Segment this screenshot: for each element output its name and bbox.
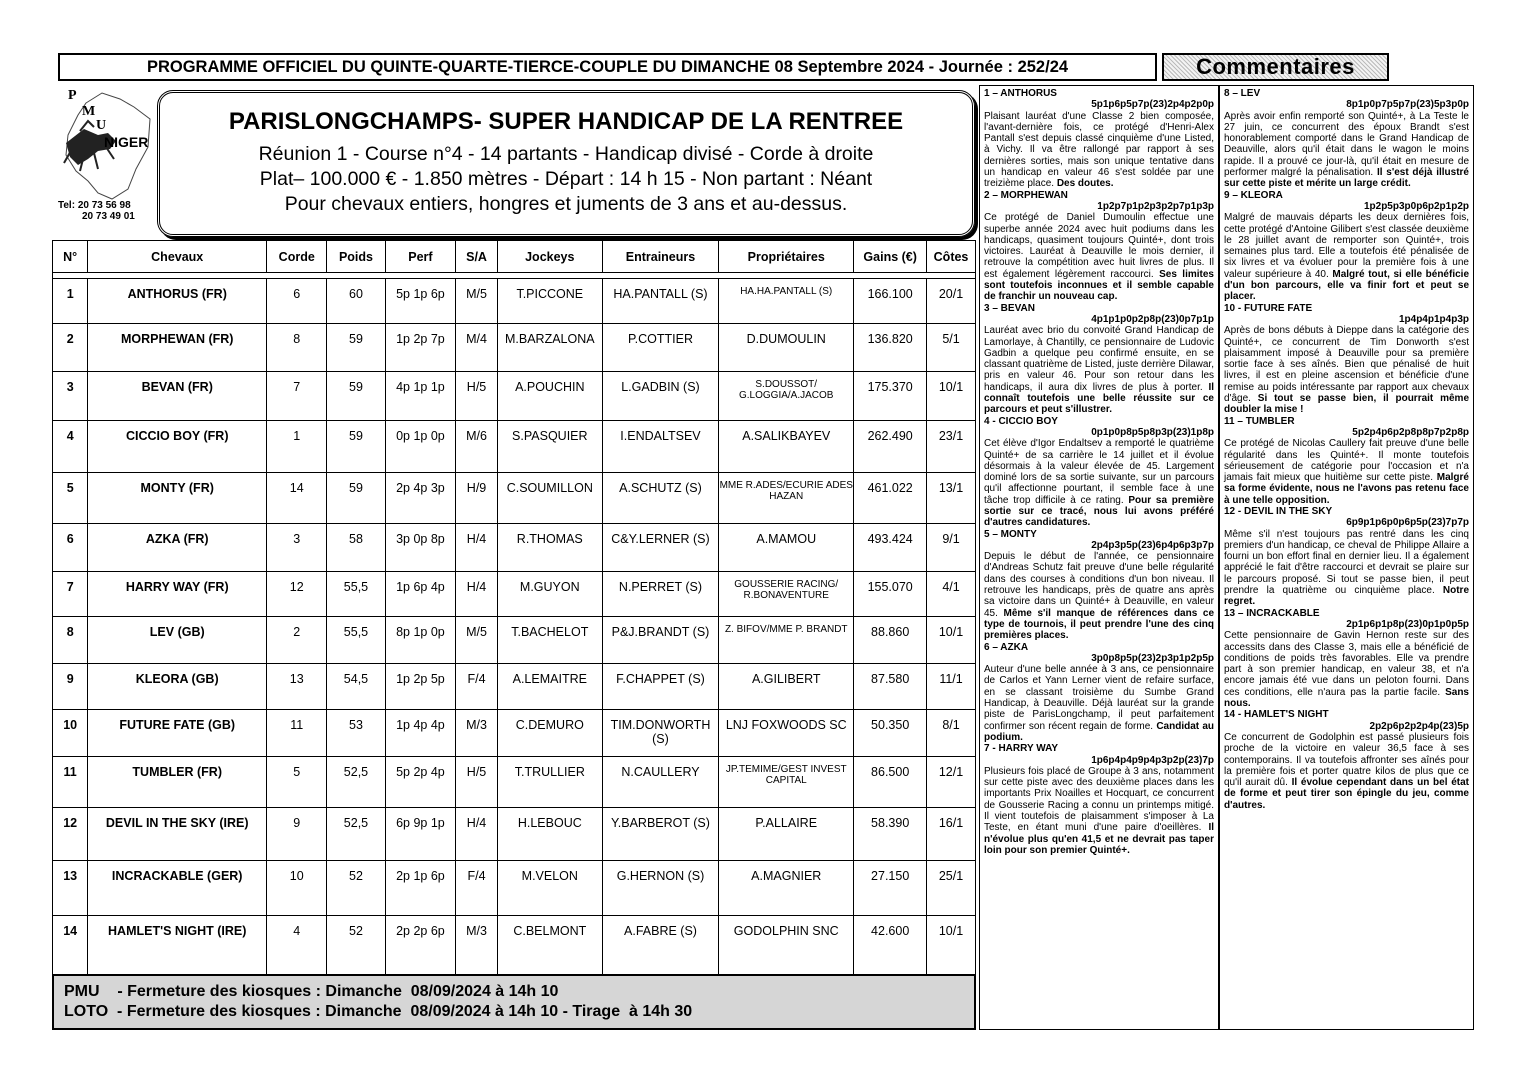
cell-gains: 166.100 [854, 279, 927, 324]
cell-gains: 42.600 [854, 916, 927, 976]
program-title: PROGRAMME OFFICIEL DU QUINTE-QUARTE-TIERCE-COUPLE DU DIMANCHE 08 Septembre 2024 - Journée : 252/24 [58, 53, 1157, 81]
cell-gains: 88.860 [854, 617, 927, 664]
cell-owner: MME R.ADES/ECURIE ADES HAZAN [719, 473, 854, 524]
cell-perf: 1p 2p 7p [385, 324, 456, 372]
cell-jockey: M.BARZALONA [497, 324, 602, 372]
comment-verdict: Il s'est déjà illustré sur cette piste et mérite un large crédit. [1224, 167, 1469, 190]
table-row [53, 757, 976, 808]
comment-entry [1224, 190, 1469, 303]
cell-horse: HARRY WAY (FR) [88, 572, 267, 617]
table-row [53, 710, 976, 757]
cell-horse: MORPHEWAN (FR) [88, 324, 267, 372]
cell-horse: KLEORA (GB) [88, 664, 267, 710]
cell-trainer: A.FABRE (S) [602, 916, 718, 976]
race-line-2: Plat– 100.000 € - 1.850 mètres - Départ : 14 h 15 - Non partant : Néant [259, 168, 873, 190]
svg-text:U: U [96, 118, 107, 133]
cell-poids: 59 [327, 372, 385, 421]
comment-verdict: Il évolue cependant dans un bel état de forme et peut tirer son épingle du jeu, comme d'autres. [1224, 777, 1469, 811]
cell-perf: 1p 4p 4p [385, 710, 456, 757]
cell-num: 8 [53, 617, 88, 664]
comment-text [1224, 325, 1469, 415]
comment-body: Auteur d'une belle année à 3 ans, ce pensionnaire de Carlos et Yann Lerner vient de refaire surface, en se classant troisième du Sumbe Grand Handicap, à Deauville. Déjà lauréat sur la grande piste de ParisLongchamp, il peut parfaitement confirmer son récent regain de forme. [984, 664, 1214, 732]
cell-gains: 58.390 [854, 808, 927, 861]
cell-cote: 13/1 [927, 473, 976, 524]
comment-text [984, 438, 1214, 528]
cell-trainer: A.SCHUTZ (S) [602, 473, 718, 524]
loto-closing: LOTO - Fermeture des kiosques : Dimanche 08/09/2024 à 14h 10 - Tirage à 14h 30 [64, 1003, 693, 1020]
comment-horse-title: 13 – INCRACKABLE [1224, 607, 1320, 619]
cell-num: 11 [53, 757, 88, 808]
col-num: N° [53, 241, 88, 273]
cell-gains: 136.820 [854, 324, 927, 372]
table-row [53, 572, 976, 617]
col-cote: Côtes [927, 241, 976, 273]
cell-jockey: R.THOMAS [497, 524, 602, 572]
cell-corde: 14 [267, 473, 327, 524]
cell-poids: 60 [327, 279, 385, 324]
cell-trainer: C&Y.LERNER (S) [602, 524, 718, 572]
comment-performance: 4p1p1p0p2p8p(23)0p7p1p [1091, 313, 1214, 325]
cell-jockey: T.PICCONE [497, 279, 602, 324]
comment-performance: 5p2p4p6p2p8p8p7p2p8p [1352, 426, 1469, 438]
comment-performance: 1p2p7p1p2p3p2p7p1p3p [1097, 200, 1214, 212]
comment-performance: 5p1p6p5p7p(23)2p4p2p0p [1091, 99, 1214, 111]
comment-horse-title: 3 – BEVAN [984, 302, 1035, 314]
comment-body: Plaisant lauréat d'une Classe 2 bien composée, l'avant-dernière fois, ce protégé d'Henri-Alex Pantall s'est depuis classé cinquième d'une Listed, à Vichy. Il va être rallongé par rapport à ses dernières sorties, mais son unique tentative dans un handicap en valeur 46 s'est soldée par une treizième place. [984, 110, 1214, 190]
col-gains: Gains (€) [854, 241, 927, 273]
comment-body: Plusieurs fois placé de Groupe à 3 ans, notamment sur cette piste avec des deuxième places dans les importants Prix Noailles et Hocquart, ce concurrent de Gousserie Racing a connu un printemps mitigé. Il vient toutefois de plaisamment s'imposer à La Teste, en étant muni d'une paire d'oeillères. [984, 765, 1214, 834]
cell-num: 6 [53, 524, 88, 572]
cell-corde: 1 [267, 421, 327, 473]
comment-horse-title: 5 – MONTY [984, 528, 1037, 540]
cell-perf: 4p 1p 1p [385, 372, 456, 421]
cell-trainer: HA.PANTALL (S) [602, 279, 718, 324]
cell-perf: 5p 2p 4p [385, 757, 456, 808]
cell-owner: GODOLPHIN SNC [719, 916, 854, 976]
col-owner: Propriétaires [719, 241, 854, 273]
comment-text [1224, 732, 1469, 811]
comment-entry [984, 303, 1214, 416]
comment-horse-title: 2 – MORPHEWAN [984, 189, 1068, 201]
comment-horse-title: 4 - CICCIO BOY [984, 415, 1058, 427]
cell-perf: 2p 1p 6p [385, 861, 456, 916]
comment-horse-title: 14 - HAMLET'S NIGHT [1224, 709, 1329, 721]
cell-gains: 155.070 [854, 572, 927, 617]
comment-text [1224, 212, 1469, 302]
cell-owner: HA.HA.PANTALL (S) [719, 279, 854, 324]
comment-verdict: Candidat au podium. [984, 720, 1215, 743]
comment-text [984, 664, 1214, 743]
table-row [53, 473, 976, 524]
comments-column-left [979, 85, 1219, 1030]
cell-corde: 3 [267, 524, 327, 572]
cell-sa: H/5 [456, 372, 498, 421]
comment-body: Cette pensionnaire de Gavin Hernon reste sur des accessits dans des Classe 3, mais elle a bénéficié de conditions de poids très favorables. Elle va prendre part à son premier handicap, en valeur 38, et n'a encore jamais été vue dans un peloton fourni. Dans ces conditions, elle n'aura pas la partie facile. [1224, 630, 1469, 698]
col-corde: Corde [267, 241, 327, 273]
cell-owner: P.ALLAIRE [719, 808, 854, 861]
comment-performance: 2p2p6p2p2p4p(23)5p [1369, 720, 1469, 732]
cell-owner: A.MAMOU [719, 524, 854, 572]
entries-table [52, 240, 976, 976]
comments-column-right [1219, 85, 1474, 1030]
cell-corde: 9 [267, 808, 327, 861]
table-row [53, 664, 976, 710]
cell-cote: 20/1 [927, 279, 976, 324]
comment-horse-title: 7 - HARRY WAY [984, 743, 1059, 755]
cell-cote: 8/1 [927, 710, 976, 757]
cell-poids: 52,5 [327, 757, 385, 808]
comment-body: Depuis le début de l'année, ce pensionnaire d'Andreas Schutz fait preuve d'une belle régularité dans des courses à conditions d'un bon niveau. Il retrouve les handicaps, près de quatre ans après sa victoire dans un Quinté+ à Deauville, en valeur 45. [984, 551, 1214, 619]
comment-entry [984, 88, 1214, 190]
cell-gains: 493.424 [854, 524, 927, 572]
comment-performance: 1p6p4p4p9p4p3p2p(23)7p [1091, 754, 1214, 766]
comment-performance: 1p4p4p1p4p3p [1398, 313, 1469, 325]
cell-sa: M/5 [456, 279, 498, 324]
cell-cote: 5/1 [927, 324, 976, 372]
comment-entry [984, 743, 1214, 856]
comment-entry [984, 529, 1214, 642]
cell-poids: 52,5 [327, 808, 385, 861]
col-sa: S/A [456, 241, 498, 273]
comment-performance: 2p4p3p5p(23)6p4p6p3p7p [1091, 539, 1214, 551]
cell-perf: 1p 6p 4p [385, 572, 456, 617]
cell-poids: 55,5 [327, 617, 385, 664]
cell-cote: 11/1 [927, 664, 976, 710]
cell-perf: 6p 9p 1p [385, 808, 456, 861]
comment-text [1224, 438, 1469, 506]
cell-gains: 27.150 [854, 861, 927, 916]
comment-performance: 0p1p0p8p5p8p3p(23)1p8p [1091, 426, 1214, 438]
comment-entry [1224, 709, 1469, 811]
race-title: PARISLONGCHAMPS- SUPER HANDICAP DE LA RENTREE [228, 108, 904, 135]
cell-perf: 3p 0p 8p [385, 524, 456, 572]
pmu-niger-logo [58, 85, 154, 205]
comments-header [1162, 53, 1389, 81]
cell-owner: A.MAGNIER [719, 861, 854, 916]
cell-jockey: C.SOUMILLON [497, 473, 602, 524]
cell-corde: 12 [267, 572, 327, 617]
cell-poids: 52 [327, 861, 385, 916]
cell-corde: 4 [267, 916, 327, 976]
cell-sa: M/4 [456, 324, 498, 372]
cell-gains: 87.580 [854, 664, 927, 710]
comment-horse-title: 12 - DEVIL IN THE SKY [1224, 505, 1333, 517]
comment-entry [1224, 88, 1469, 190]
phone-1: Tel: 20 73 56 98 [58, 200, 131, 211]
contact-phones [58, 200, 158, 222]
cell-sa: H/4 [456, 572, 498, 617]
cell-num: 10 [53, 710, 88, 757]
cell-owner: JP.TEMIME/GEST INVEST CAPITAL [719, 757, 854, 808]
cell-num: 7 [53, 572, 88, 617]
table-row [53, 421, 976, 473]
comment-entry [984, 416, 1214, 529]
cell-trainer: N.PERRET (S) [602, 572, 718, 617]
cell-horse: ANTHORUS (FR) [88, 279, 267, 324]
cell-gains: 461.022 [854, 473, 927, 524]
cell-owner: GOUSSERIE RACING/ R.BONAVENTURE [719, 572, 854, 617]
svg-text:NIGER: NIGER [104, 134, 149, 150]
cell-jockey: T.BACHELOT [497, 617, 602, 664]
cell-jockey: M.GUYON [497, 572, 602, 617]
cell-corde: 10 [267, 861, 327, 916]
comment-verdict: Pour sa première sortie sur ce tracé, nous lui avons préféré d'autres candidatures. [984, 494, 1214, 529]
cell-horse: CICCIO BOY (FR) [88, 421, 267, 473]
comment-body: Même s'il n'est toujours pas rentré dans les cinq premiers d'un handicap, ce cheval de Philippe Allaire a fourni un bon effort final en dernier lieu. Il a également apprécié le fait d'être raccourci et devrait se plaire sur le parcours proposé. Si tout se passe bien, il peut prendre la quatrième ou cinquième place. [1224, 528, 1469, 597]
cell-horse: DEVIL IN THE SKY (IRE) [88, 808, 267, 861]
table-row [53, 524, 976, 572]
cell-jockey: T.TRULLIER [497, 757, 602, 808]
cell-poids: 58 [327, 524, 385, 572]
comment-verdict: Même s'il manque de références dans ce type de tournois, il peut prendre l'une des cinq premières places. [984, 607, 1215, 642]
comment-performance: 3p0p8p5p(23)2p3p1p2p5p [1091, 652, 1214, 664]
comment-entry [984, 642, 1214, 744]
cell-owner: D.DUMOULIN [719, 324, 854, 372]
cell-perf: 2p 4p 3p [385, 473, 456, 524]
comment-verdict: Il n'évolue plus qu'en 41,5 et ne devrait pas taper loin pour son premier Quinté+. [984, 822, 1214, 856]
cell-num: 9 [53, 664, 88, 710]
col-trainer: Entraineurs [602, 241, 718, 273]
cell-num: 1 [53, 279, 88, 324]
col-jockey: Jockeys [497, 241, 602, 273]
cell-gains: 86.500 [854, 757, 927, 808]
cell-jockey: H.LEBOUC [497, 808, 602, 861]
cell-num: 14 [53, 916, 88, 976]
cell-trainer: I.ENDALTSEV [602, 421, 718, 473]
table-row [53, 617, 976, 664]
table-row [53, 861, 976, 916]
logo-text-p: P [68, 88, 77, 103]
comment-verdict: Malgré sa forme évidente, nous ne l'avons pas retenu face à une telle opposition. [1224, 472, 1469, 506]
comment-performance: 6p9p1p6p0p6p5p(23)7p7p [1346, 517, 1469, 529]
cell-num: 5 [53, 473, 88, 524]
cell-cote: 10/1 [927, 617, 976, 664]
cell-poids: 59 [327, 421, 385, 473]
comment-text [1224, 630, 1469, 709]
cell-num: 2 [53, 324, 88, 372]
table-row [53, 324, 976, 372]
comment-horse-title: 8 – LEV [1224, 88, 1261, 99]
cell-perf: 5p 1p 6p [385, 279, 456, 324]
cell-trainer: G.HERNON (S) [602, 861, 718, 916]
comment-verdict: Notre regret. [1224, 585, 1470, 608]
comment-verdict: Sans nous. [1224, 686, 1469, 710]
cell-jockey: A.LEMAITRE [497, 664, 602, 710]
col-horse: Chevaux [88, 241, 267, 273]
cell-perf: 8p 1p 0p [385, 617, 456, 664]
comment-verdict: Malgré tout, si elle bénéficie d'un bon parcours, elle va finir fort et peut se placer. [1224, 268, 1470, 303]
comment-horse-title: 1 – ANTHORUS [984, 88, 1057, 99]
cell-poids: 59 [327, 473, 385, 524]
cell-poids: 52 [327, 916, 385, 976]
cell-num: 13 [53, 861, 88, 916]
phone-2: 20 73 49 01 [82, 211, 135, 222]
comment-entry [1224, 506, 1469, 608]
cell-sa: H/4 [456, 808, 498, 861]
cell-jockey: M.VELON [497, 861, 602, 916]
comment-text [984, 111, 1214, 190]
cell-jockey: C.BELMONT [497, 916, 602, 976]
comment-verdict: Si tout se passe bien, il pourrait même doubler la mise ! [1224, 393, 1470, 416]
cell-cote: 16/1 [927, 808, 976, 861]
cell-sa: F/4 [456, 664, 498, 710]
svg-text:M: M [82, 104, 96, 119]
cell-horse: MONTY (FR) [88, 473, 267, 524]
col-poids: Poids [327, 241, 385, 273]
comment-verdict: Ses limites sont toutefois inconnues et il semble capable de franchir un nouveau cap. [984, 268, 1214, 303]
cell-corde: 6 [267, 279, 327, 324]
cell-sa: F/4 [456, 861, 498, 916]
cell-num: 3 [53, 372, 88, 421]
comment-body: Après de bons débuts à Dieppe dans la catégorie des Quinté+, ce concurrent de Tim Donworth s'est plaisamment imposé à Deauville pour sa première sortie face à ses aînés. Bien que pénalisé de huit livres, il est en pleine ascension et bénéficie d'une remise au poids intéressante par rapport aux chevaux d'âge. [1224, 325, 1469, 405]
pmu-closing: PMU - Fermeture des kiosques : Dimanche 08/09/2024 à 14h 10 [64, 983, 559, 1000]
cell-owner: Z. BIFOV/MME P. BRANDT [719, 617, 854, 664]
cell-horse: TUMBLER (FR) [88, 757, 267, 808]
cell-perf: 1p 2p 5p [385, 664, 456, 710]
cell-corde: 2 [267, 617, 327, 664]
cell-horse: INCRACKABLE (GER) [88, 861, 267, 916]
comment-verdict: Il connaît toutefois une belle réussite sur ce parcours et peut s'illustrer. [984, 381, 1214, 416]
cell-poids: 54,5 [327, 664, 385, 710]
comment-performance: 2p1p6p1p8p(23)0p1p0p5p [1346, 618, 1469, 630]
cell-horse: HAMLET'S NIGHT (IRE) [88, 916, 267, 976]
comment-horse-title: 10 - FUTURE FATE [1224, 302, 1313, 314]
cell-cote: 23/1 [927, 421, 976, 473]
cell-gains: 175.370 [854, 372, 927, 421]
cell-poids: 59 [327, 324, 385, 372]
comment-text [1224, 529, 1469, 608]
cell-horse: LEV (GB) [88, 617, 267, 664]
cell-gains: 262.490 [854, 421, 927, 473]
cell-perf: 0p 1p 0p [385, 421, 456, 473]
comment-horse-title: 11 – TUMBLER [1224, 415, 1295, 427]
cell-trainer: F.CHAPPET (S) [602, 664, 718, 710]
cell-cote: 25/1 [927, 861, 976, 916]
closing-times-footer [52, 974, 976, 1030]
cell-sa: H/5 [456, 757, 498, 808]
cell-trainer: P.COTTIER [602, 324, 718, 372]
cell-num: 4 [53, 421, 88, 473]
cell-trainer: TIM.DONWORTH (S) [602, 710, 718, 757]
cell-owner: LNJ FOXWOODS SC [719, 710, 854, 757]
comment-performance: 8p1p0p7p5p7p(23)5p3p0p [1346, 99, 1469, 111]
comment-text [984, 766, 1214, 856]
comment-performance: 1p2p5p3p0p6p2p1p2p [1363, 200, 1469, 212]
cell-cote: 10/1 [927, 372, 976, 421]
cell-perf: 2p 2p 6p [385, 916, 456, 976]
cell-horse: AZKA (FR) [88, 524, 267, 572]
comment-text [984, 325, 1214, 415]
cell-sa: M/5 [456, 617, 498, 664]
table-header-row [53, 241, 976, 273]
comment-horse-title: 6 – AZKA [984, 641, 1029, 653]
comment-entry [1224, 608, 1469, 710]
cell-corde: 7 [267, 372, 327, 421]
cell-owner: A.GILIBERT [719, 664, 854, 710]
cell-trainer: P&J.BRANDT (S) [602, 617, 718, 664]
cell-corde: 8 [267, 324, 327, 372]
logo-graphic [58, 85, 154, 205]
table-row [53, 372, 976, 421]
comment-text [1224, 111, 1469, 190]
cell-horse: BEVAN (FR) [88, 372, 267, 421]
cell-trainer: N.CAULLERY [602, 757, 718, 808]
cell-cote: 4/1 [927, 572, 976, 617]
cell-poids: 55,5 [327, 572, 385, 617]
cell-gains: 50.350 [854, 710, 927, 757]
comment-entry [984, 190, 1214, 303]
table-row [53, 279, 976, 324]
comment-body: Ce concurrent de Godolphin est passé plusieurs fois proche de la victoire en valeur 36,5 face à ses contemporains. Il va toutefois affronter ses aînés pour la première fois et porter quatre kilos de plus que ce qu'il aurait dû. [1224, 731, 1469, 789]
table-row [53, 808, 976, 861]
cell-owner: S.DOUSSOT/ G.LOGGIA/A.JACOB [719, 372, 854, 421]
comment-body: Ce protégé de Nicolas Caullery fait preuve d'une belle régularité dans les Quinté+. Il monte toutefois sérieusement de catégorie pour l'occasion et n'a jamais fait mieux que huitième sur cette piste. [1224, 438, 1469, 484]
comment-body: Après avoir enfin remporté son Quinté+, à La Teste le 27 juin, ce concurrent des époux Brandt s'est honorablement comporté dans le Grand Handicap de Deauville, alors qu'il était dans le wagon le moins rapide. Il a prouvé ce jour-là, qu'il était en mesure de performer malgré la pénalisation. [1224, 110, 1469, 179]
cell-sa: M/3 [456, 916, 498, 976]
cell-jockey: C.DEMURO [497, 710, 602, 757]
comment-verdict: Des doutes. [1056, 178, 1114, 190]
comment-body: Lauréat avec brio du convoité Grand Handicap de Lamorlaye, à Chantilly, ce pensionnaire de Ludovic Gadbin a quelque peu confirmé ensuite, en se classant quatrième de Listed, juste derrière Dilawar, pris en valeur 46. Pour son retour dans les handicaps, il aura dix livres de plus à porter. [984, 325, 1214, 393]
cell-owner: A.SALIKBAYEV [719, 421, 854, 473]
race-line-1: Réunion 1 - Course n°4 - 14 partants - Handicap divisé - Corde à droite [258, 143, 874, 165]
cell-jockey: A.POUCHIN [497, 372, 602, 421]
cell-sa: M/3 [456, 710, 498, 757]
cell-jockey: S.PASQUIER [497, 421, 602, 473]
comment-body: Cet élève d'Igor Endaltsev a remporté le quatrième Quinté+ de sa carrière le 14 juillet et il évolue désormais à la valeur élevée de 45. Largement dominé lors de sa sortie suivante, sur un parcours qu'il affectionne pourtant, il semble face à une tâche trop difficile à ce rating. [984, 438, 1214, 506]
comment-entry [1224, 303, 1469, 416]
col-perf: Perf [385, 241, 456, 273]
comment-body: Malgré de mauvais départs les deux dernières fois, cette protégé d'Antoine Gilibert s'est classée deuxième le 28 juillet avant de remporter son Quinté+, trois semaines plus tard. Elle a toutefois été pénalisée de six livres et va évoluer pour la première fois à une valeur supérieure à 40. [1224, 212, 1469, 280]
race-info-box [157, 90, 975, 237]
cell-trainer: L.GADBIN (S) [602, 372, 718, 421]
cell-num: 12 [53, 808, 88, 861]
race-line-3: Pour chevaux entiers, hongres et juments de 3 ans et au-dessus. [284, 193, 848, 215]
cell-corde: 5 [267, 757, 327, 808]
comment-text [984, 551, 1214, 641]
cell-trainer: Y.BARBEROT (S) [602, 808, 718, 861]
comment-text [984, 212, 1214, 302]
table-row [53, 916, 976, 976]
comment-body: Ce protégé de Daniel Dumoulin effectue une superbe année 2024 avec huit podiums dans les handicaps, quasiment toujours Quinté+, dont trois victoires. Lauréat à Deauville le mois dernier, il retrouve la compétition avec huit livres de plus. Il est également légèrement raccourci. [984, 212, 1214, 280]
cell-cote: 12/1 [927, 757, 976, 808]
comment-horse-title: 9 – KLEORA [1224, 189, 1283, 201]
cell-corde: 13 [267, 664, 327, 710]
cell-sa: H/9 [456, 473, 498, 524]
cell-sa: H/4 [456, 524, 498, 572]
cell-sa: M/6 [456, 421, 498, 473]
comments-label: Commentaires [1196, 54, 1355, 79]
comment-entry [1224, 416, 1469, 506]
cell-cote: 9/1 [927, 524, 976, 572]
cell-horse: FUTURE FATE (GB) [88, 710, 267, 757]
cell-poids: 53 [327, 710, 385, 757]
cell-cote: 10/1 [927, 916, 976, 976]
cell-corde: 11 [267, 710, 327, 757]
